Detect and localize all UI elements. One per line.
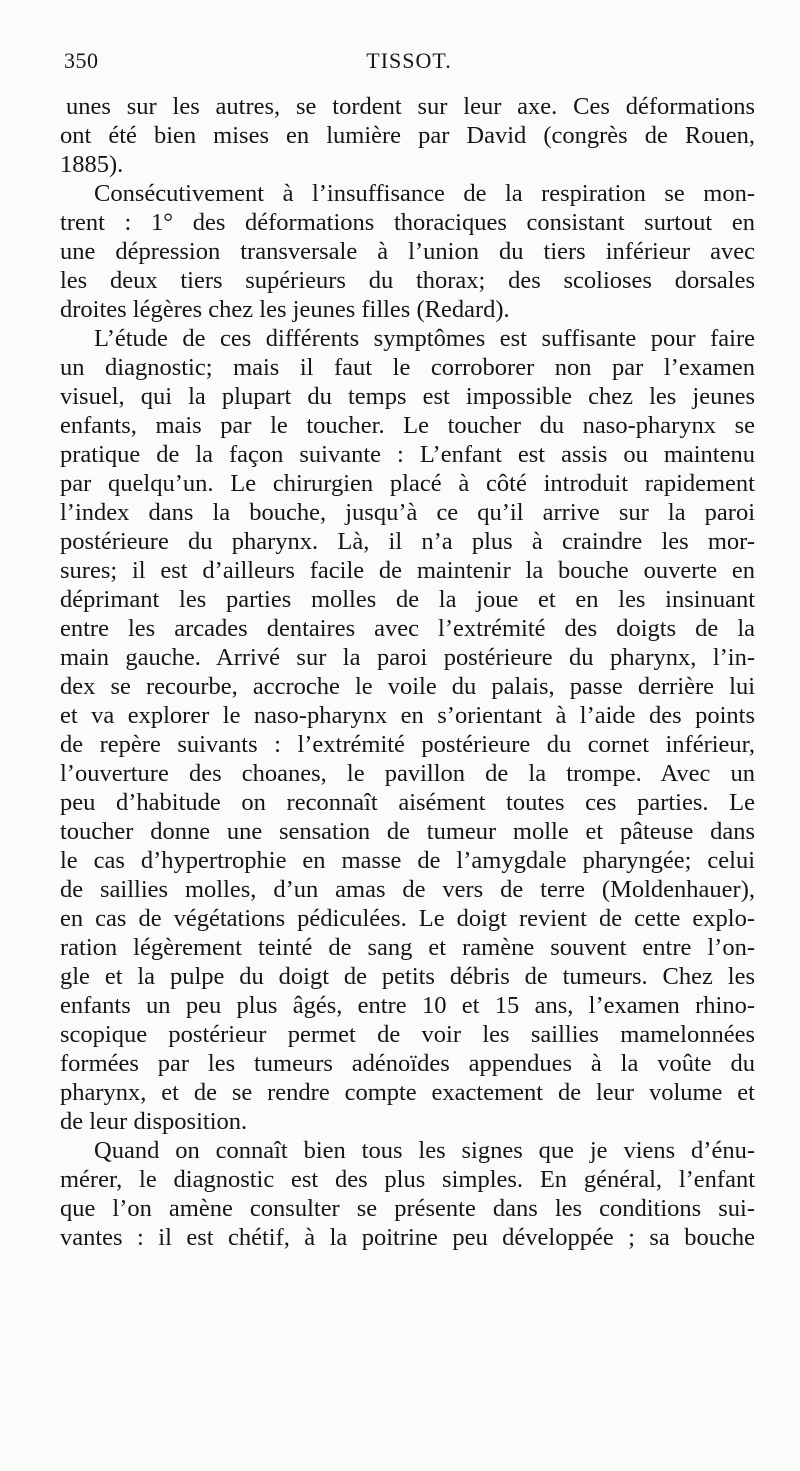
text-line: dex se recourbe, accroche le voile du palais, passe derrière lui xyxy=(60,673,755,700)
text-line: de saillies molles, d’un amas de vers de terre (Moldenhauer), xyxy=(60,876,755,903)
text-line: ont été bien mises en lumière par David (congrès de Rouen, xyxy=(60,122,755,149)
text-line: déprimant les parties molles de la joue et en les insinuant xyxy=(60,586,755,613)
page-number: 350 xyxy=(64,48,99,73)
paragraph-start-line: Consécutivement à l’insuffisance de la respiration se mon- xyxy=(94,180,755,207)
text-line: par quelqu’un. Le chirurgien placé à côté introduit rapidement xyxy=(60,470,755,497)
text-line: visuel, qui la plupart du temps est impossible chez les jeunes xyxy=(60,383,755,410)
text-line: postérieure du pharynx. Là, il n’a plus à craindre les mor- xyxy=(60,528,755,555)
running-head xyxy=(64,48,754,78)
text-line: enfants, mais par le toucher. Le toucher du naso-pharynx se xyxy=(60,412,755,439)
text-line: trent : 1° des déformations thoraciques consistant surtout en xyxy=(60,209,755,236)
text-line: et va explorer le naso-pharynx en s’orientant à l’aide des points xyxy=(60,702,755,729)
text-line: de leur disposition. xyxy=(60,1108,248,1135)
text-line: pharynx, et de se rendre compte exactement de leur volume et xyxy=(60,1079,755,1106)
text-line: en cas de végétations pédiculées. Le doigt revient de cette explo- xyxy=(60,905,755,932)
text-line: ration légèrement teinté de sang et ramène souvent entre l’on- xyxy=(60,934,755,961)
text-line: de repère suivants : l’extrémité postérieure du cornet inférieur, xyxy=(60,731,755,758)
text-line: vantes : il est chétif, à la poitrine peu développée ; sa bouche xyxy=(60,1224,755,1251)
text-line: enfants un peu plus âgés, entre 10 et 15 ans, l’examen rhino- xyxy=(60,992,755,1019)
text-line: scopique postérieur permet de voir les saillies mamelonnées xyxy=(60,1021,755,1048)
text-line: l’ouverture des choanes, le pavillon de la trompe. Avec un xyxy=(60,760,755,787)
text-line: entre les arcades dentaires avec l’extrémité des doigts de la xyxy=(60,615,755,642)
text-line: mérer, le diagnostic est des plus simples. En général, l’enfant xyxy=(60,1166,755,1193)
text-line: que l’on amène consulter se présente dans les conditions sui- xyxy=(60,1195,755,1222)
paragraph-start-line: L’étude de ces différents symptômes est suffisante pour faire xyxy=(94,325,755,352)
text-line: peu d’habitude on reconnaît aisément toutes ces parties. Le xyxy=(60,789,755,816)
paragraph-start-line: Quand on connaît bien tous les signes que je viens d’énu- xyxy=(94,1137,755,1164)
text-line: sures; il est d’ailleurs facile de maintenir la bouche ouverte en xyxy=(60,557,755,584)
text-line: formées par les tumeurs adénoïdes appendues à la voûte du xyxy=(60,1050,755,1077)
text-line: droites légères chez les jeunes filles (Redard). xyxy=(60,296,510,323)
text-line: unes sur les autres, se tordent sur leur axe. Ces déformations xyxy=(66,93,755,120)
text-line: le cas d’hypertrophie en masse de l’amygdale pharyngée; celui xyxy=(60,847,755,874)
text-line: main gauche. Arrivé sur la paroi postérieure du pharynx, l’in- xyxy=(60,644,755,671)
text-line: les deux tiers supérieurs du thorax; des scolioses dorsales xyxy=(60,267,755,294)
text-line: toucher donne une sensation de tumeur molle et pâteuse dans xyxy=(60,818,755,845)
text-line: 1885). xyxy=(60,151,124,178)
text-line: un diagnostic; mais il faut le corroborer non par l’examen xyxy=(60,354,755,381)
text-line: pratique de la façon suivante : L’enfant est assis ou maintenu xyxy=(60,441,755,468)
text-line: une dépression transversale à l’union du tiers inférieur avec xyxy=(60,238,755,265)
running-title: TISSOT. xyxy=(366,48,452,73)
text-line: l’index dans la bouche, jusqu’à ce qu’il arrive sur la paroi xyxy=(60,499,755,526)
body-text xyxy=(60,92,755,1252)
text-line: gle et la pulpe du doigt de petits débris de tumeurs. Chez les xyxy=(60,963,755,990)
